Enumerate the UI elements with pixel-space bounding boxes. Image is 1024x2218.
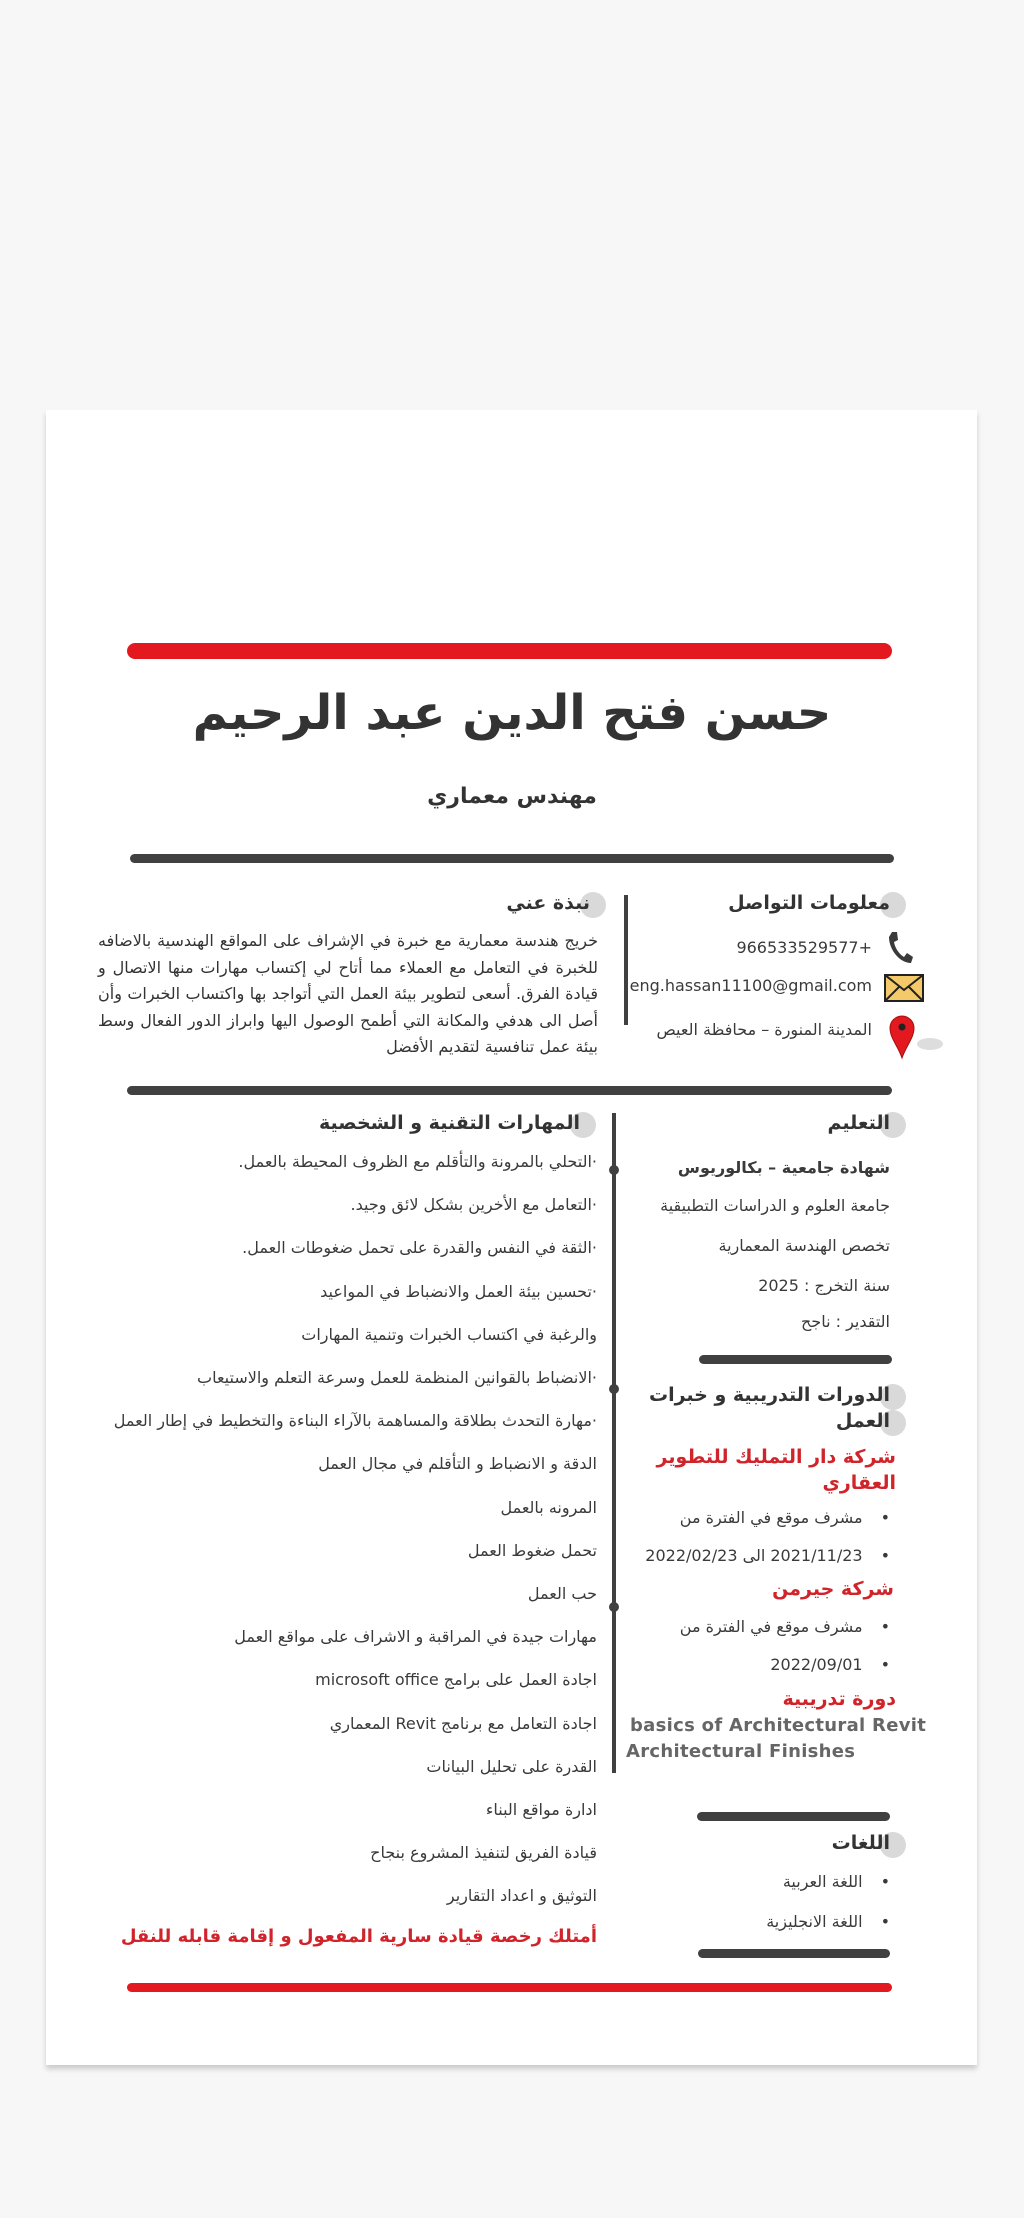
skill-item: حب العمل	[527, 1584, 597, 1603]
company-name: شركة دار التمليك للتطوير	[656, 1446, 896, 1468]
languages-heading: اللغات	[831, 1832, 890, 1854]
job-role: • مشرف موقع في الفترة من	[680, 1617, 890, 1636]
timeline-line	[612, 1113, 616, 1773]
company-name: شركة جيرمن	[772, 1578, 894, 1600]
top-red-bar	[127, 643, 892, 659]
candidate-name: حسن فتح الدين عبد الرحيم	[192, 685, 832, 741]
company-name-line2: العقاري	[822, 1472, 896, 1494]
job-role: • مشرف موقع في الفترة من	[680, 1508, 890, 1527]
job-title: مهندس معماري	[427, 784, 597, 809]
skills-heading: المهارات التقنية و الشخصية	[318, 1112, 580, 1134]
skill-item: التوثيق و اعداد التقارير	[446, 1886, 597, 1906]
about-heading: نبذة عني	[506, 892, 590, 914]
skill-item: ·مهارة التحدث بطلاقة والمساهمة بالآراء البناءة والتخطيط في إطار العمل	[113, 1411, 597, 1431]
skill-item: قيادة الفريق لتنفيذ المشروع بنجاح	[370, 1843, 597, 1863]
email-address: eng.hassan11100@gmail.com	[629, 976, 872, 995]
skill-item: ·التحلي بالمرونة والتأقلم مع الظروف المحيطة بالعمل.	[238, 1152, 597, 1171]
location-pin-icon	[888, 1014, 944, 1060]
divider	[699, 1355, 892, 1364]
phone-number: +966533529577	[736, 938, 872, 957]
university: جامعة العلوم و الدراسات التطبيقية	[660, 1196, 890, 1215]
skill-item: اجادة العمل على برامج microsoft office	[315, 1670, 597, 1690]
location: المدينة المنورة – محافظة العيص	[656, 1020, 872, 1039]
skill-item: مهارات جيدة في المراقبة و الاشراف على مواقع العمل	[234, 1627, 597, 1647]
email-icon	[884, 974, 924, 1002]
grade: التقدير : ناجح	[800, 1312, 890, 1331]
language-item: • اللغة العربية	[783, 1872, 890, 1891]
language-item: • اللغة الانجليزية	[766, 1912, 890, 1931]
skill-item: ·الثقة في النفس والقدرة على تحمل ضغوطات العمل.	[242, 1238, 597, 1258]
skill-item: اجادة التعامل مع برنامج Revit المعماري	[329, 1713, 597, 1733]
course-item: basics of Architectural Revit	[630, 1715, 927, 1736]
divider	[127, 1086, 892, 1095]
bottom-red-bar	[127, 1983, 892, 1992]
divider	[697, 1812, 890, 1821]
skill-item: القدرة على تحليل البيانات	[426, 1756, 597, 1776]
about-text: خريج هندسة معمارية مع خبرة في الإشراف على المواقع الهندسية بالاضافه للخبرة في التعامل مع العملاء مما أتاح لي إكتساب مهارات منها الاتصال و قيادة الفرق. أسعى لتطوير بيئة العمل التي أتواجد بها واكتساب الخبرات وأن أصل الى هدفي والمكانة التي أطمح الوصول اليها وابراز الدور الفعال وسط بيئة عمل تنافسية لتقديم الأفضل	[98, 931, 598, 1056]
skill-item: والرغبة في اكتساب الخبرات وتنمية المهارات	[301, 1324, 597, 1344]
experience-heading: الدورات التدريبية و خبرات	[649, 1384, 890, 1406]
skill-item: ادارة مواقع البناء	[485, 1800, 597, 1819]
contact-heading: معلومات التواصل	[728, 892, 890, 914]
course-heading: دورة تدريبية	[782, 1688, 896, 1710]
skill-item: تحمل ضغوط العمل	[467, 1540, 597, 1560]
skill-item: المرونه بالعمل	[500, 1497, 597, 1517]
skill-item: ·التعامل مع الأخرين بشكل لائق وجيد.	[350, 1195, 597, 1215]
course-item: Architectural Finishes	[626, 1741, 856, 1762]
vertical-divider	[624, 895, 628, 1025]
graduation-year: سنة التخرج : 2025	[758, 1276, 890, 1295]
job-period: • 2021/11/23 الى 2022/02/23	[645, 1546, 890, 1565]
phone-icon	[886, 930, 914, 964]
job-period: • 2022/09/01	[770, 1655, 890, 1674]
major: تخصص الهندسة المعمارية	[718, 1236, 890, 1255]
skill-item: ·تحسين بيئة العمل والانضباط في المواعيد	[320, 1281, 597, 1301]
skill-item: ·الانضباط بالقوانين المنظمة للعمل وسرعة التعلم والاستيعاب	[197, 1368, 597, 1387]
degree: شهادة جامعية – بكالوريوس	[677, 1158, 890, 1177]
license-note: أمتلك رخصة قيادة سارية المفعول و إقامة قابله للنقل	[120, 1926, 597, 1947]
timeline-dot	[609, 1602, 619, 1612]
experience-heading-line2: العمل	[835, 1410, 890, 1432]
timeline-dot	[609, 1384, 619, 1394]
divider	[130, 854, 894, 863]
skill-item: الدقة و الانضباط و التأقلم في مجال العمل	[318, 1454, 597, 1474]
divider	[698, 1949, 890, 1958]
timeline-dot	[609, 1165, 619, 1175]
education-heading: التعليم	[827, 1112, 890, 1134]
